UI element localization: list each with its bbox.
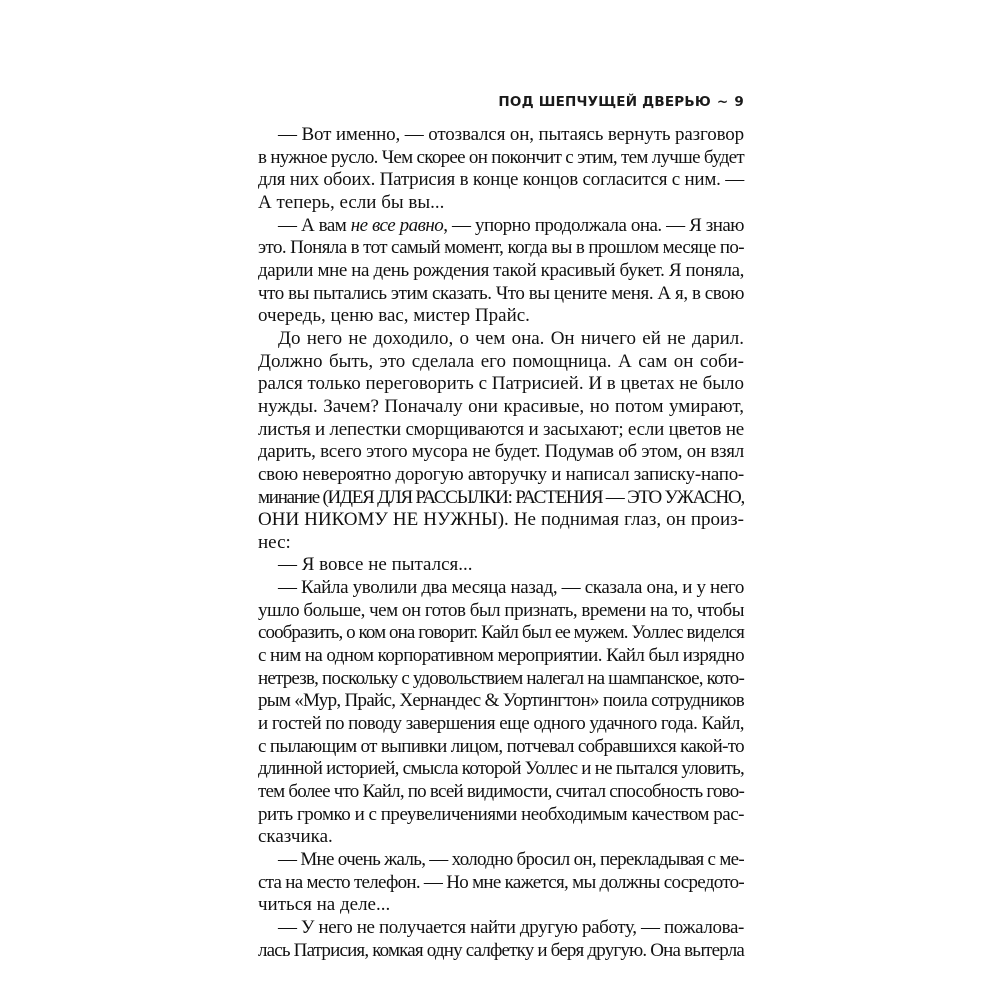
text-line: в нужное русло. Чем скорее он покончит с этим, тем лучше будет bbox=[258, 146, 744, 168]
text-line: рым «Мур, Прайс, Хернандес & Уортингтон» поила сотрудников bbox=[258, 690, 744, 712]
page-number: 9 bbox=[734, 94, 744, 110]
emphasis-text: не все равно bbox=[350, 214, 444, 236]
text-line: для них обоих. Патрисия в конце концов согласится с ним. — bbox=[258, 169, 744, 191]
text-line: свою невероятно дорогую авторучку и написал записку-напо- bbox=[258, 463, 744, 485]
text-line: что вы пытались этим сказать. Что вы цените меня. А я, в свою bbox=[258, 282, 744, 304]
text-line: ОНИ НИКОМУ НЕ НУЖНЫ). Не поднимая глаз, он произ- bbox=[258, 509, 744, 531]
text-segment: , — упорно продолжала она. — Я знаю bbox=[443, 214, 744, 236]
text-line: рить громко и с преувеличениями необходимым качеством рас- bbox=[258, 803, 744, 825]
text-line: — Вот именно, — отозвался он, пытаясь вернуть разговор bbox=[278, 124, 744, 145]
text-segment: — А вам bbox=[278, 214, 351, 236]
text-line: Должно быть, это сделала его помощница. А сам он соби- bbox=[258, 350, 744, 372]
text-line: дарили мне на день рождения такой красивый букет. Я поняла, bbox=[258, 259, 744, 281]
text-line: — Кайла уволили два месяца назад, — сказала она, и у него bbox=[278, 577, 744, 599]
text-line: листья и лепестки сморщиваются и засыхают; если цветов не bbox=[258, 418, 744, 440]
text-line: ста на место телефон. — Но мне кажется, мы должны сосредото- bbox=[258, 871, 744, 893]
text-line: нужды. Зачем? Поначалу они красивые, но потом умирают, bbox=[258, 395, 744, 417]
running-head-separator: ~ bbox=[716, 94, 729, 110]
text-line: — Я вовсе не пытался... bbox=[278, 554, 473, 576]
text-line: с ним на одном корпоративном мероприятии. Кайл был изрядно bbox=[258, 645, 745, 667]
running-head bbox=[258, 94, 744, 110]
text-line: рался только переговорить с Патрисией. И в цветах не было bbox=[258, 373, 744, 395]
text-line: дарить, всего этого мусора не будет. Подумав об этом, он взял bbox=[258, 441, 744, 463]
text-line: До него не доходило, о чем она. Он ничего ей не дарил. bbox=[278, 327, 744, 349]
text-line: читься на деле... bbox=[258, 894, 391, 916]
text-line: нетрезв, поскольку с удовольствием налегал на шампанское, кото- bbox=[258, 667, 744, 689]
running-head-title: ПОД ШЕПЧУЩЕЙ ДВЕРЬЮ bbox=[498, 94, 711, 110]
text-line: нес: bbox=[258, 531, 291, 553]
text-line: с пылающим от выпивки лицом, потчевал собравшихся какой-то bbox=[258, 735, 744, 757]
text-line: минание (ИДЕЯ ДЛЯ РАССЫЛКИ: РАСТЕНИЯ — ЭТО УЖАСНО, bbox=[258, 486, 744, 508]
body-text bbox=[258, 124, 744, 962]
text-line: ушло больше, чем он готов был признать, времени на то, чтобы bbox=[258, 599, 744, 621]
text-line: — У него не получается найти другую работу, — пожалова- bbox=[278, 916, 744, 938]
text-line: А теперь, если бы вы... bbox=[258, 191, 445, 213]
text-line bbox=[258, 215, 744, 238]
text-line: длинной историей, смысла которой Уоллес и не пытался уловить, bbox=[258, 758, 744, 780]
text-line: сообразить, о ком она говорит. Кайл был ее мужем. Уоллес виделся bbox=[258, 622, 744, 644]
text-line: очередь, ценю вас, мистер Прайс. bbox=[258, 305, 530, 327]
text-line: и гостей по поводу завершения еще одного удачного года. Кайл, bbox=[258, 713, 744, 735]
text-line: лась Патрисия, комкая одну салфетку и беря другую. Она вытерла bbox=[258, 939, 744, 961]
text-line: — Мне очень жаль, — холодно бросил он, перекладывая с ме- bbox=[278, 849, 744, 870]
text-line: сказчика. bbox=[258, 826, 333, 848]
text-line: тем более что Кайл, по всей видимости, считал способность гово- bbox=[258, 781, 744, 803]
text-line: это. Поняла в тот самый момент, когда вы в прошлом месяце по- bbox=[258, 237, 744, 259]
